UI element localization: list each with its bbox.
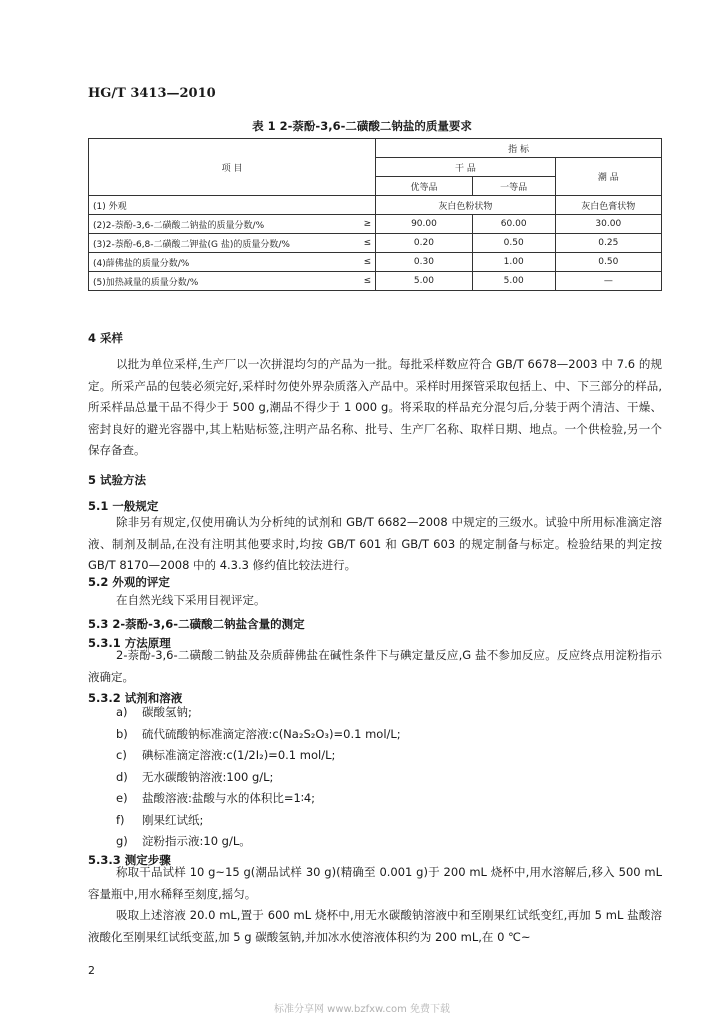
subsection-heading: 5.1 一般规定: [88, 499, 159, 513]
paragraph-text: 以批为单位采样,生产厂以一次拼混均匀的产品为一批。每批采样数应符合 GB/T 6678—2003 中 7.6 的规定。所采产品的包装必须完好,采样时勿使外界杂质落入产品中。采样时用探管采取包括上、中、下三部分的样品,所采样品总量干品不得少于 500 g,潮品不得少于 1 000 g。将采取的样品充分混匀后,分装于两个清洁、干燥、密封良好的避光容器中,其上粘贴标签,注明产品名称、批号、生产厂名称、取样日期、地点。一个供检验,另一个保存备查。: [88, 357, 662, 457]
table-title: 表 1 2-萘酚-3,6-二磺酸二钠盐的质量要求: [252, 119, 472, 133]
table-head-item: 项 目: [89, 139, 376, 196]
list-text: 刚果红试纸;: [142, 812, 204, 827]
list-text: 硫代硫酸钠标准滴定溶液:c(Na₂S₂O₃)=0.1 mol/L;: [142, 726, 401, 741]
table-row: [89, 215, 662, 234]
table-head-wet: 潮 品: [555, 158, 661, 196]
paragraph-text: 除非另有规定,仅使用确认为分析纯的试剂和 GB/T 6682—2008 中规定的三级水。试验中所用标准滴定溶液、制剂及制品,在没有注明其他要求时,均按 GB/T 601 和 GB/T 603 的规定制备与标定。检验结果的判定按 GB/T 8170—2008 中的 4.3.3 修约值比较法进行。: [88, 515, 662, 572]
list-item: [116, 831, 401, 853]
subsection-heading: 5.3.1 方法原理: [88, 636, 171, 650]
reagent-list: [116, 702, 401, 853]
subsection-heading: 5.3.2 试剂和溶液: [88, 691, 183, 705]
watermark: 标准分享网 www.bzfxw.com 免费下载: [274, 1004, 450, 1015]
row-value-wet: 0.25: [555, 234, 661, 253]
subsection-heading: 5.2 外观的评定: [88, 575, 170, 589]
list-item: [116, 810, 401, 832]
quality-table: [88, 138, 662, 291]
row-item: (3)2-萘酚-6,8-二磺酸二钾盐(G 盐)的质量分数/%: [89, 234, 350, 253]
section-heading: 4 采样: [88, 331, 124, 345]
section-paragraph: [88, 354, 662, 462]
section-paragraph: [88, 590, 662, 612]
list-item: [116, 745, 401, 767]
table-head-dry: 干 品: [376, 158, 555, 177]
section-paragraph: [88, 862, 662, 948]
row-symbol: ≥: [349, 215, 375, 234]
list-marker: c): [116, 748, 127, 762]
row-value-premium: 0.20: [376, 234, 473, 253]
section-paragraph: [88, 512, 662, 577]
section-paragraph: [88, 645, 662, 688]
row-value-premium: 5.00: [376, 272, 473, 291]
paragraph-text: 称取干品试样 10 g~15 g(潮品试样 30 g)(精确至 0.001 g)于 200 mL 烧杯中,用水溶解后,移入 500 mL 容量瓶中,用水稀释至刻度,摇匀。: [88, 865, 662, 901]
subsection-heading: 5.3.3 测定步骤: [88, 853, 171, 867]
paragraph-text: 吸取上述溶液 20.0 mL,置于 600 mL 烧杯中,用无水碳酸钠溶液中和至刚果红试纸变红,再加 5 mL 盐酸溶液酸化至刚果红试纸变蓝,加 5 g 碳酸氢钠,并加冰水使溶液体积约为 200 mL,在 0 ℃~: [88, 908, 662, 944]
table-head-index: 指 标: [376, 139, 662, 158]
row-item: (1) 外观: [89, 196, 376, 215]
section-heading: 5 试验方法: [88, 473, 147, 487]
row-symbol: ≤: [349, 272, 375, 291]
table-row: [89, 253, 662, 272]
row-value-premium: 0.30: [376, 253, 473, 272]
list-marker: e): [116, 791, 128, 805]
table-row: [89, 272, 662, 291]
list-text: 无水碳酸钠溶液:100 g/L;: [142, 769, 274, 784]
list-text: 盐酸溶液:盐酸与水的体积比=1∶4;: [142, 791, 316, 805]
list-text: 淀粉指示液:10 g/L。: [142, 834, 251, 848]
table-head-premium: 优等品: [376, 177, 473, 196]
row-item: (2)2-萘酚-3,6-二磺酸二钠盐的质量分数/%: [89, 215, 350, 234]
list-text: 碳酸氢钠;: [142, 705, 192, 719]
list-marker: a): [116, 705, 128, 719]
row-symbol: ≤: [349, 253, 375, 272]
paragraph-text: 2-萘酚-3,6-二磺酸二钠盐及杂质薛佛盐在碱性条件下与碘定量反应,G 盐不参加反应。反应终点用淀粉指示液确定。: [88, 648, 662, 684]
row-value-first: 0.50: [472, 234, 555, 253]
list-item: [116, 767, 401, 789]
row-value-first: 60.00: [472, 215, 555, 234]
list-marker: b): [116, 726, 128, 741]
subsection-heading: 5.3 2-萘酚-3,6-二磺酸二钠盐含量的测定: [88, 617, 305, 631]
row-value-premium: 90.00: [376, 215, 473, 234]
row-value-dry: 灰白色粉状物: [376, 196, 555, 215]
table-row: [89, 234, 662, 253]
row-symbol: ≤: [349, 234, 375, 253]
list-text: 碘标准滴定溶液:c(1/2I₂)=0.1 mol/L;: [142, 748, 336, 762]
row-item: (4)薛佛盐的质量分数/%: [89, 253, 350, 272]
table-row: [89, 196, 662, 215]
list-item: [116, 702, 401, 724]
list-item: [116, 724, 401, 746]
row-value-wet: 灰白色膏状物: [555, 196, 661, 215]
row-value-first: 1.00: [472, 253, 555, 272]
list-item: [116, 788, 401, 810]
table-head-first: 一等品: [472, 177, 555, 196]
page-number: 2: [88, 964, 95, 977]
row-value-first: 5.00: [472, 272, 555, 291]
list-marker: d): [116, 769, 128, 784]
row-value-wet: 0.50: [555, 253, 661, 272]
list-marker: f): [116, 812, 125, 827]
paragraph-text: 在自然光线下采用目视评定。: [116, 593, 266, 607]
standard-code: HG/T 3413—2010: [88, 86, 216, 101]
list-marker: g): [116, 834, 128, 848]
row-value-wet: 30.00: [555, 215, 661, 234]
row-item: (5)加热减量的质量分数/%: [89, 272, 350, 291]
row-value-wet: —: [555, 272, 661, 291]
